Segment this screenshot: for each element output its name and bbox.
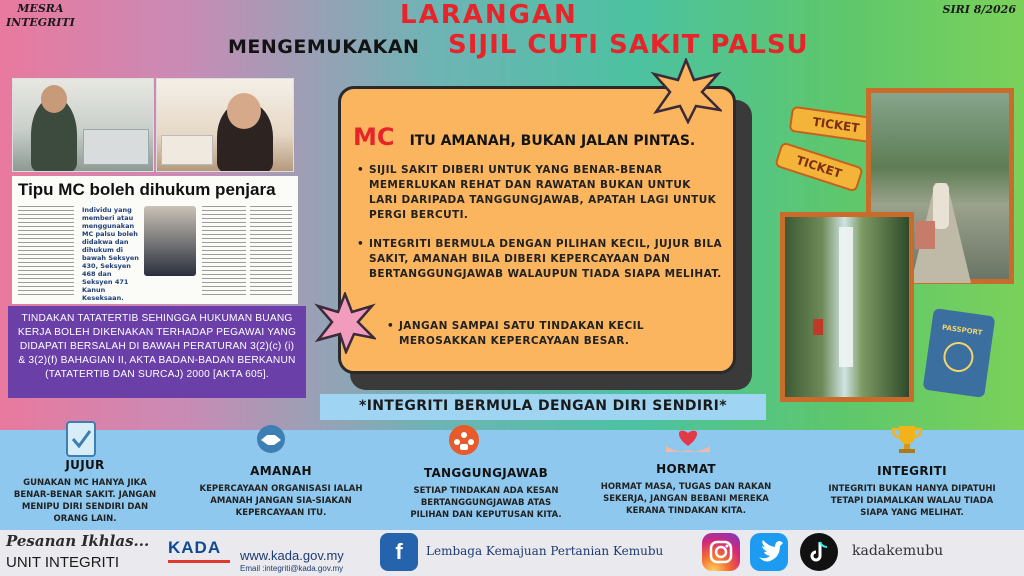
mesra-integriti-label [6, 2, 75, 30]
globe-icon [942, 340, 976, 374]
value-jujur [10, 458, 160, 525]
integrity-banner [320, 394, 766, 420]
checklist-icon [64, 419, 98, 459]
social-handle: kadakemubu [852, 543, 944, 559]
value-title: INTEGRITI [877, 464, 947, 478]
kada-logo: KADA [168, 538, 222, 557]
card-headline-text: ITU AMANAH, BUKAN JALAN PINTAS. [409, 133, 696, 149]
passport-icon [923, 308, 996, 398]
organisation-name: Lembaga Kemajuan Pertanian Kemubu [426, 544, 664, 558]
footer [0, 530, 1024, 576]
twitter-icon[interactable] [750, 533, 788, 571]
news-column [202, 206, 246, 298]
value-text: HORMAT MASA, TUGAS DAN RAKAN SEKERJA, JANGAN BEBANI MEREKA KERANA TINDAKAN KITA. [600, 482, 772, 516]
title-prefix: MENGEMUKAKAN [228, 36, 420, 58]
value-text: KEPERCAYAAN ORGANISASI IALAH AMANAH JANGAN SIA-SIAKAN KEPERCAYAAN ITU. [199, 484, 363, 518]
value-hormat [596, 462, 776, 517]
kada-logo-swoosh [168, 560, 230, 563]
news-column [250, 206, 292, 298]
ticket-decoration: TICKET [774, 141, 864, 192]
sick-man-photo [12, 78, 154, 172]
card-mc-label: MC [353, 123, 395, 151]
passport-label: PASSPORT [941, 323, 983, 338]
value-amanah [196, 464, 366, 519]
news-headline: Tipu MC boleh dihukum penjara [18, 180, 276, 199]
corner-left-line2: INTEGRITI [6, 16, 75, 29]
email-link[interactable]: Email :integriti@kada.gov.my [240, 564, 344, 573]
facebook-icon[interactable]: f [380, 533, 418, 571]
tiktok-icon[interactable] [800, 533, 838, 571]
card-bullet: • JANGAN SAMPAI SATU TINDAKAN KECIL MEROSAKKAN KEPERCAYAAN BESAR. [399, 319, 719, 349]
value-title: TANGGUNGJAWAB [423, 466, 549, 480]
value-integriti [822, 464, 1002, 519]
card-bullet: • INTEGRITI BERMULA DENGAN PILIHAN KECIL, JUJUR BILA SAKIT, AMANAH BILA DIBERI KEPERCAYAAN DAN BERTANGGUNGJAWAB WALAUPUN TIADA SIAPA MELIHAT. [369, 237, 729, 282]
title-highlight: SIJIL CUTI SAKIT PALSU [448, 30, 809, 60]
trophy-icon [890, 422, 924, 456]
disciplinary-notice: TINDAKAN TATATERTIB SEHINGGA HUKUMAN BUANG KERJA BOLEH DIKENAKAN TERHADAP PEGAWAI YANG DIDAPATI BERSALAH DI BAWAH PERATURAN 3(2)(c) (i) & 3(2)(f) BAHAGIAN II, AKTA BADAN-BADAN BERKANUN (TATATERTIB DAN SURCAJ) 2000 [AKTA 605]. [8, 306, 306, 398]
police-officer-photo [144, 206, 196, 276]
ticket-decoration: TICKET [789, 106, 884, 145]
corner-left-line1: MESRA [17, 2, 64, 15]
news-quote: Individu yang memberi atau menggunakan MC palsu boleh didakwa dan dihukum di bawah Seksyen 430, Seksyen 468 dan Seksyen 471 Kanun Keseksaan. [82, 206, 139, 302]
news-column [18, 206, 74, 298]
waterfall-photo [780, 212, 914, 402]
banner-text: *INTEGRITI BERMULA DENGAN DIRI SENDIRI* [358, 398, 728, 414]
heart-hands-icon [664, 424, 712, 454]
value-title: AMANAH [250, 464, 312, 478]
card-headline [353, 123, 695, 151]
value-text: SETIAP TINDAKAN ADA KESAN BERTANGGUNGJAWAB ATAS PILIHAN DAN KEPUTUSAN KITA. [410, 486, 562, 520]
value-title: JUJUR [65, 458, 105, 472]
stressed-woman-photo [156, 78, 294, 172]
star-decoration-icon [650, 58, 722, 124]
newspaper-clipping [12, 176, 298, 304]
value-tanggungjawab [400, 466, 572, 521]
unit-integriti: UNIT INTEGRITI [6, 554, 120, 571]
pesanan-ikhlas: Pesanan Ikhlas... [6, 532, 150, 550]
team-icon [448, 424, 480, 456]
page-title: LARANGAN [400, 0, 578, 30]
series-label: SIRI 8/2026 [942, 3, 1016, 16]
website-link[interactable]: www.kada.gov.my [240, 548, 344, 563]
value-text: GUNAKAN MC HANYA JIKA BENAR-BENAR SAKIT. JANGAN MENIPU DIRI SENDIRI DAN ORANG LAIN. [13, 478, 157, 524]
star-decoration-icon [314, 292, 376, 354]
main-message-card [338, 86, 736, 374]
instagram-icon[interactable] [702, 533, 740, 571]
handshake-icon [254, 424, 288, 454]
card-bullet: • SIJIL SAKIT DIBERI UNTUK YANG BENAR-BENAR MEMERLUKAN REHAT DAN RAWATAN BUKAN UNTUK LARI DARIPADA TANGGUNGJAWAB, APATAH LAGI UNTUK PERGI BERCUTI. [369, 163, 719, 223]
value-text: INTEGRITI BUKAN HANYA DIPATUHI TETAPI DIAMALKAN WALAU TIADA SIAPA YANG MELIHAT. [828, 484, 996, 518]
value-title: HORMAT [656, 462, 716, 476]
